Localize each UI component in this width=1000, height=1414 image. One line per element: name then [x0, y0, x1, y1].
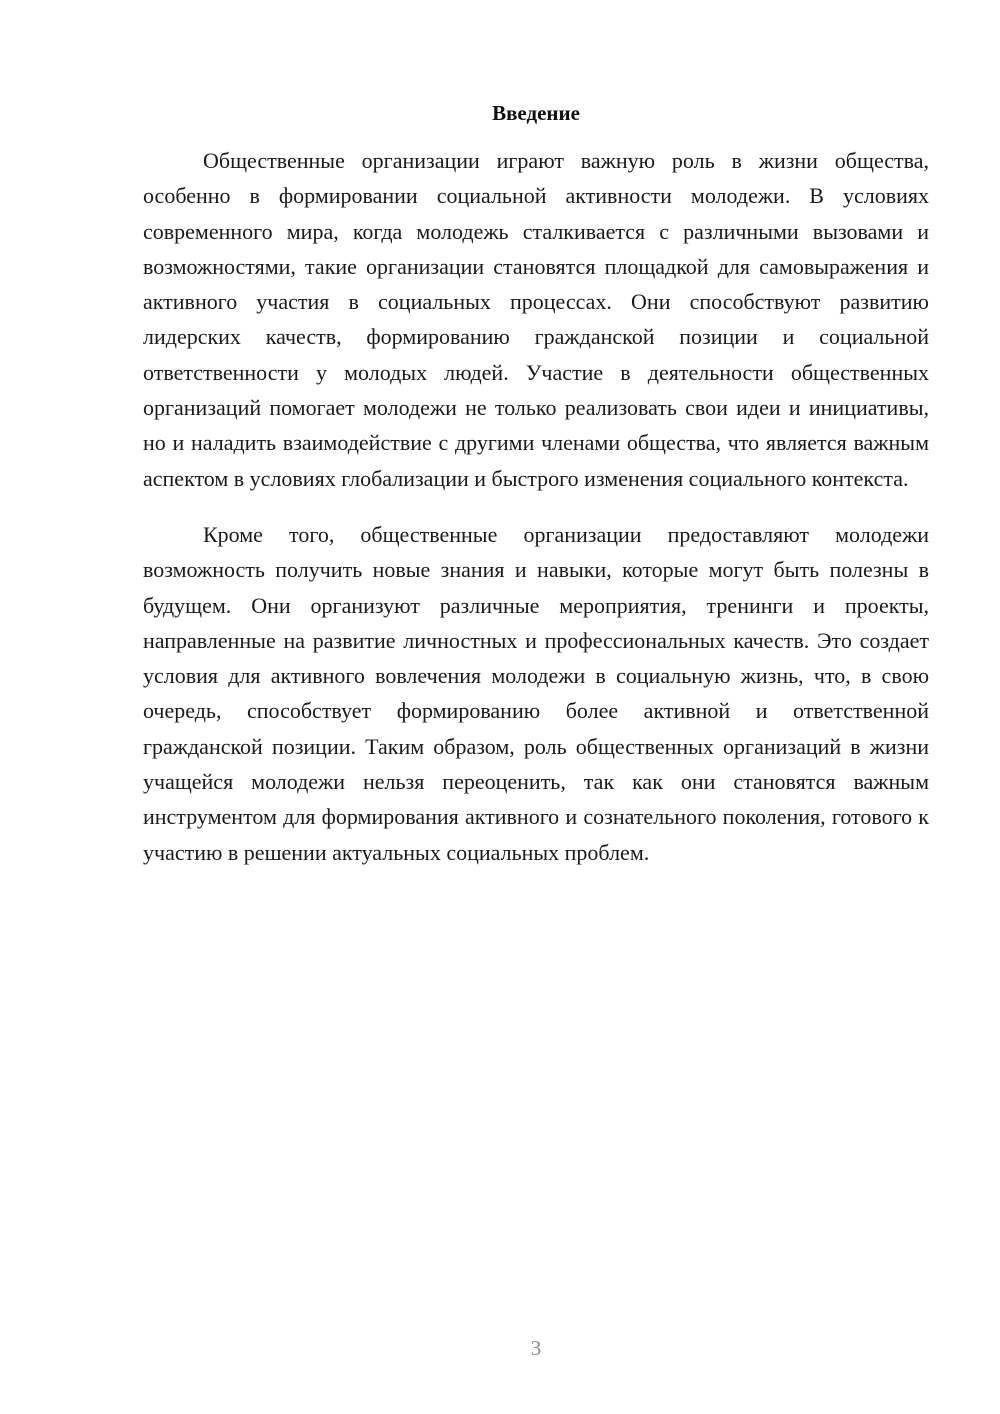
section-title: Введение — [492, 101, 580, 125]
paragraph-2: Кроме того, общественные организации предоставляют молодежи возможность получить новые знания и навыки, которые могут быть полезны в будущем. Они организуют различные мероприятия, тренинги и проекты, направленные на развитие личностных и профессиональных качеств. Это создает условия для активного вовлечения молодежи в социальную жизнь, что, в свою очередь, способствует формированию более активной и ответственной гражданской позиции. Таким образом, роль общественных организаций в жизни учащейся молодежи нельзя переоценить, так как они становятся важным инструментом для формирования активного и сознательного поколения, готового к участию в решении актуальных социальных проблем. — [143, 521, 929, 865]
body-text — [143, 143, 929, 870]
page-number: 3 — [530, 1336, 542, 1360]
paragraph-1: Общественные организации играют важную роль в жизни общества, особенно в формировании социальной активности молодежи. В условиях современного мира, когда молодежь сталкивается с различными вызовами и возможностями, такие организации становятся площадкой для самовыражения и активного участия в социальных процессах. Они способствуют развитию лидерских качеств, формированию гражданской позиции и социальной ответственности у молодых людей. Участие в деятельности общественных организаций помогает молодежи не только реализовать свои идеи и инициативы, но и наладить взаимодействие с другими членами общества, что является важным аспектом в условиях глобализации и быстрого изменения социального контекста. — [143, 148, 929, 491]
